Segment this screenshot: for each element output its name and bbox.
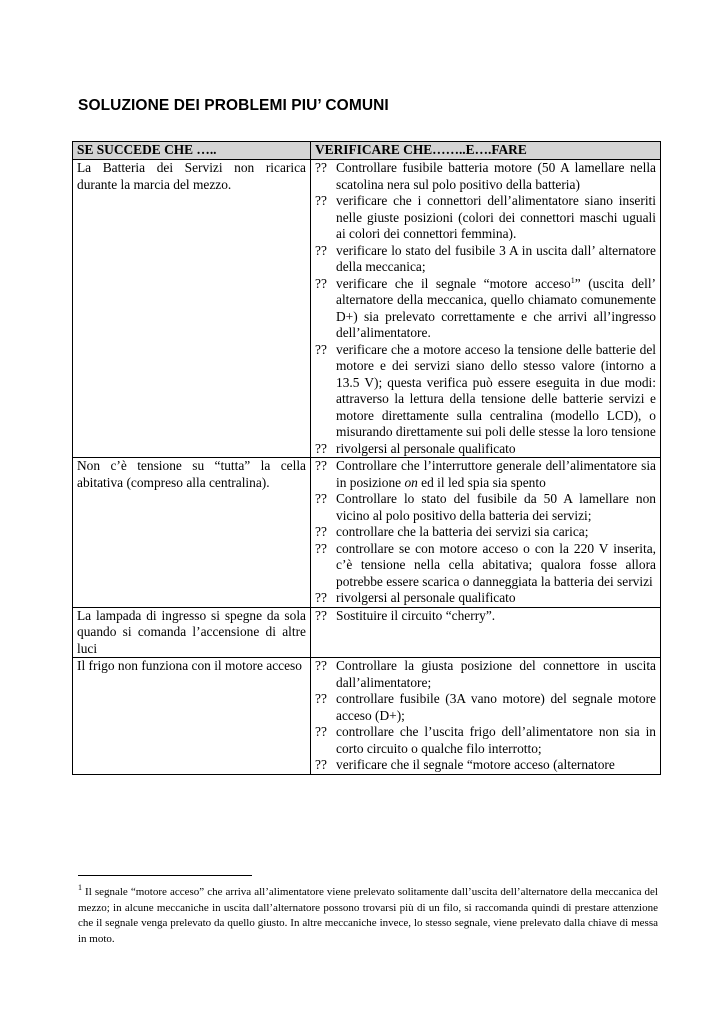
check-item (315, 458, 656, 491)
check-item (315, 441, 656, 458)
check-text: verificare che a motore acceso la tensione delle batterie del motore e dei servizi siano dello stesso valore (intorno a 13.5 V); questa verifica può essere eseguita in due modi: attraverso la lettura della tensione delle batterie servizi e motore direttamente sulla centralina (modello LCD), o misurando direttamente sui poli delle stesse la loro tensione (336, 341, 656, 439)
checks-cell (311, 658, 661, 775)
check-item (315, 243, 656, 276)
table-header-row (73, 142, 661, 160)
check-item (315, 658, 656, 691)
bullet-marker: ?? (315, 440, 327, 456)
footnote-number: 1 (78, 883, 82, 892)
check-item (315, 276, 656, 342)
check-item (315, 193, 656, 243)
bullet-marker: ?? (315, 691, 327, 706)
bullet-marker: ?? (315, 590, 327, 605)
check-item (315, 608, 656, 625)
bullet-marker: ?? (315, 658, 327, 673)
check-text: rivolgersi al personale qualificato (336, 440, 516, 456)
table-body (73, 160, 661, 775)
bullet-marker: ?? (315, 757, 327, 772)
problem-cell: Il frigo non funziona con il motore acceso (73, 658, 311, 775)
check-text (336, 458, 656, 491)
check-item (315, 342, 656, 441)
check-text-part: verificare che il segnale “motore acceso (336, 275, 571, 291)
problem-cell: La Batteria dei Servizi non ricarica durante la marcia del mezzo. (73, 160, 311, 458)
check-text: Controllare la giusta posizione del connettore in uscita dall’alimentatore; (336, 658, 656, 690)
check-text: rivolgersi al personale qualificato (336, 590, 516, 605)
problem-cell: La lampada di ingresso si spegne da sola quando si comanda l’accensione di altre luci (73, 607, 311, 658)
page-title: SOLUZIONE DEI PROBLEMI PIU’ COMUNI (78, 97, 389, 114)
check-text: verificare lo stato del fusibile 3 A in uscita dall’ alternatore della meccanica; (336, 242, 656, 274)
check-text: controllare che l’uscita frigo dell’alimentatore non sia in corto circuito o qualche filo interrotto; (336, 724, 656, 756)
bullet-marker: ?? (315, 341, 327, 357)
table-row (73, 458, 661, 608)
check-text-part: ed il led spia sia spento (417, 474, 546, 490)
check-text-part: ” (uscita dell’ alternatore della meccanica, quello chiamato comunemente D+) sia prelevato correttamente e che arrivi all’ingresso dell’alimentatore. (336, 275, 656, 340)
emphasis-text: on (404, 474, 418, 490)
bullet-marker: ?? (315, 275, 327, 291)
check-text: Sostituire il circuito “cherry”. (336, 607, 496, 623)
bullet-marker: ?? (315, 242, 327, 258)
bullet-marker: ?? (315, 491, 327, 506)
bullet-marker: ?? (315, 540, 327, 556)
checks-cell (311, 607, 661, 658)
check-text: controllare che la batteria dei servizi sia carica; (336, 524, 589, 539)
check-text: verificare che i connettori dell’alimentatore siano inseriti nelle giuste posizioni (colori dei connettori maschi uguali ai colori dei connettori femmina). (336, 193, 656, 241)
check-item (315, 491, 656, 524)
check-item (315, 757, 656, 774)
footnote-reference: 1 (570, 275, 575, 285)
footnote (78, 885, 658, 947)
checks-cell (311, 458, 661, 608)
footnote-text: Il segnale “motore acceso” che arriva all’alimentatore viene prelevato solitamente dall’uscita dell’alternatore della meccanica del mezzo; in alcune meccaniche in uscita dall’alternatore possono trovarsi più di un filo, si raccomanda quindi di prestare attenzione che il segnale venga prelevato da quello giusto. In altre meccaniche invece, lo stesso segnale, viene prelevato dalla chiave di messa in moto. (78, 886, 658, 945)
check-text: Controllare fusibile batteria motore (50 A lamellare nella scatolina nera sul polo positivo della batteria) (336, 160, 656, 192)
checks-cell (311, 160, 661, 458)
bullet-marker: ?? (315, 524, 327, 539)
check-text: controllare fusibile (3A vano motore) del segnale motore acceso (D+); (336, 691, 656, 723)
check-item (315, 691, 656, 724)
bullet-marker: ?? (315, 607, 327, 623)
bullet-marker: ?? (315, 160, 327, 175)
check-item (315, 524, 656, 541)
check-text-part: Controllare che l’interruttore generale dell’alimentatore sia in posizione (336, 458, 656, 490)
check-item (315, 160, 656, 193)
table-row (73, 658, 661, 775)
bullet-marker: ?? (315, 724, 327, 739)
troubleshooting-table (72, 141, 661, 775)
check-text: Controllare lo stato del fusibile da 50 A lamellare non vicino al polo positivo della batteria dei servizi; (336, 491, 656, 523)
check-item (315, 724, 656, 757)
footnote-divider (78, 875, 252, 876)
check-text: controllare se con motore acceso o con la 220 V inserita, c’è tensione nella cella abitativa; qualora fosse allora potrebbe essere scarica o danneggiata la batteria dei servizi (336, 540, 656, 589)
check-text (336, 276, 656, 342)
header-problem: SE SUCCEDE CHE ….. (73, 142, 311, 160)
bullet-marker: ?? (315, 193, 327, 208)
table-row (73, 607, 661, 658)
check-item (315, 590, 656, 607)
table-row (73, 160, 661, 458)
bullet-marker: ?? (315, 458, 327, 473)
header-checks: VERIFICARE CHE……..E….FARE (311, 142, 661, 160)
check-item (315, 541, 656, 591)
check-text: verificare che il segnale “motore acceso (alternatore (336, 757, 615, 772)
problem-cell: Non c’è tensione su “tutta” la cella abitativa (compreso alla centralina). (73, 458, 311, 608)
